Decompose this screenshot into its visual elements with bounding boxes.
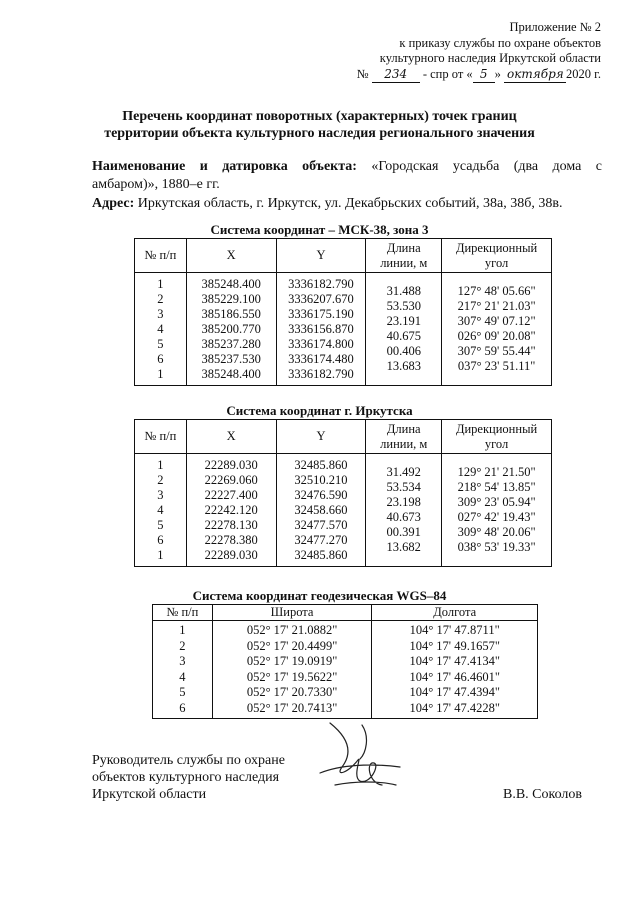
wgs-latitude: 052° 17' 20.4499": [212, 639, 372, 655]
appendix-line-2: к приказу службы по охране объектов: [399, 35, 601, 50]
cell-value: 22269.060: [204, 473, 258, 487]
cell-value: 1: [157, 458, 164, 472]
cell-value: 53.534: [386, 480, 421, 494]
wgs-point-number: 4: [153, 670, 213, 686]
cell-value: 4: [157, 503, 164, 517]
cell-value: 6: [157, 533, 164, 547]
appendix-line-1: Приложение № 2: [509, 20, 601, 34]
wgs-header-num: № п/п: [153, 605, 213, 621]
msk-x-values: [189, 277, 274, 382]
irk-header-angle: Дирекционный угол: [442, 420, 552, 454]
cell-value: 385186.550: [201, 307, 261, 321]
signer-name: В.В. Соколов: [503, 787, 583, 802]
msk-header-row: [135, 239, 552, 273]
cell-value: 22289.030: [204, 548, 258, 562]
irk-coordinates-table: [134, 419, 552, 567]
cell-value: 385200.770: [201, 322, 261, 336]
cell-value: 32485.860: [294, 548, 348, 562]
cell-value: 027° 42' 19.43": [457, 510, 536, 524]
cell-value: 13.682: [386, 540, 421, 554]
wgs-latitude: 052° 17' 20.7413": [212, 701, 372, 719]
cell-value: 31.488: [386, 284, 421, 298]
object-name-line-2: амбаром)», 1880–е гг.: [92, 177, 220, 192]
cell-value: 1: [157, 277, 164, 291]
irk-header-y: Y: [276, 420, 366, 454]
msk-point-numbers: [137, 277, 184, 382]
cell-value: 00.391: [386, 525, 421, 539]
wgs-table-body: [153, 621, 538, 719]
cell-value: 53.530: [386, 299, 421, 313]
object-name-line-1: «Городская усадьба (два дома с: [371, 159, 603, 174]
appendix-order-line: [357, 67, 601, 84]
msk-data-row: [135, 273, 552, 386]
signer-line-1: Руководитель службы по охране: [92, 753, 285, 768]
irk-table-title: Система координат г. Иркутска: [226, 403, 413, 418]
cell-value: 5: [157, 518, 164, 532]
wgs-table-title: Система координат геодезическая WGS–84: [192, 588, 447, 603]
cell-value: 00.406: [386, 344, 421, 358]
cell-value: 129° 21' 21.50": [457, 465, 536, 479]
cell-value: 037° 23' 51.11": [457, 359, 536, 373]
order-number-prefix: №: [356, 66, 369, 81]
cell-value: 038° 53' 19.33": [457, 540, 536, 554]
cell-value: 3336174.800: [288, 337, 354, 351]
cell-value: 22242.120: [204, 503, 258, 517]
cell-value: 217° 21' 21.03": [457, 299, 536, 313]
wgs-longitude: 104° 17' 46.4601": [372, 670, 538, 686]
cell-value: 32477.570: [294, 518, 348, 532]
order-middle-text: - спр от «: [422, 66, 473, 81]
wgs-table-row: [153, 685, 538, 701]
document-title: [0, 108, 639, 142]
cell-value: 309° 23' 05.94": [457, 495, 536, 509]
cell-value: 385229.100: [201, 292, 261, 306]
cell-value: 22227.400: [204, 488, 258, 502]
msk-table-title: Система координат – МСК-38, зона 3: [210, 222, 429, 237]
wgs-point-number: 1: [153, 621, 213, 639]
cell-value: 22289.030: [204, 458, 258, 472]
cell-value: 385248.400: [201, 367, 261, 381]
msk-coordinates-table: [134, 238, 552, 386]
wgs-latitude: 052° 17' 21.0882": [212, 621, 372, 639]
wgs-table-row: [153, 639, 538, 655]
cell-value: 026° 09' 20.08": [457, 329, 536, 343]
cell-value: 6: [157, 352, 164, 366]
address-label: Адрес:: [92, 196, 135, 211]
wgs-latitude: 052° 17' 19.5622": [212, 670, 372, 686]
msk-header-x: X: [186, 239, 276, 273]
cell-value: 32510.210: [294, 473, 348, 487]
msk-header-y: Y: [276, 239, 366, 273]
cell-value: 385237.530: [201, 352, 261, 366]
wgs-longitude: 104° 17' 47.4134": [372, 654, 538, 670]
handwritten-signature: [300, 715, 410, 800]
object-name-block: [92, 158, 602, 194]
cell-value: 218° 54' 13.85": [457, 480, 536, 494]
wgs-latitude: 052° 17' 20.7330": [212, 685, 372, 701]
wgs-point-number: 5: [153, 685, 213, 701]
cell-value: 22278.130: [204, 518, 258, 532]
cell-value: 40.673: [386, 510, 421, 524]
wgs-header-row: [153, 605, 538, 621]
cell-value: 3336174.480: [288, 352, 354, 366]
order-day: 5: [473, 67, 495, 84]
cell-value: 3336182.790: [288, 367, 354, 381]
wgs-table-row: [153, 670, 538, 686]
wgs-coordinates-table: [152, 604, 538, 719]
cell-value: 3336175.190: [288, 307, 354, 321]
irk-point-numbers: [137, 458, 184, 563]
cell-value: 31.492: [386, 465, 421, 479]
cell-value: 127° 48' 05.66": [457, 284, 536, 298]
msk-header-num: № п/п: [135, 239, 187, 273]
msk-directional-angles: [444, 277, 549, 374]
object-name-label: Наименование и датировка объекта:: [92, 159, 357, 174]
irk-data-row: [135, 454, 552, 567]
wgs-table-row: [153, 654, 538, 670]
signer-line-2: объектов культурного наследия: [92, 770, 280, 785]
cell-value: 2: [157, 292, 164, 306]
wgs-longitude: 104° 17' 47.8711": [372, 621, 538, 639]
wgs-point-number: 6: [153, 701, 213, 719]
cell-value: 1: [157, 548, 164, 562]
object-address-block: [92, 195, 602, 213]
wgs-point-number: 3: [153, 654, 213, 670]
cell-value: 385237.280: [201, 337, 261, 351]
wgs-latitude: 052° 17' 19.0919": [212, 654, 372, 670]
order-year: 2020 г.: [566, 66, 601, 81]
cell-value: 3: [157, 488, 164, 502]
appendix-header: [357, 20, 601, 83]
msk-line-lengths: [368, 277, 439, 374]
cell-value: 2: [157, 473, 164, 487]
msk-header-angle: Дирекционный угол: [442, 239, 552, 273]
irk-directional-angles: [444, 458, 549, 555]
appendix-line-3: культурного наследия Иркутской области: [379, 51, 601, 65]
cell-value: 3336182.790: [288, 277, 354, 291]
title-line-2: территории объекта культурного наследия регионального значения: [104, 126, 535, 141]
address-text: Иркутская область, г. Иркутск, ул. Декабрьских событий, 38а, 38б, 38в.: [137, 196, 563, 211]
irk-header-num: № п/п: [135, 420, 187, 454]
cell-value: 385248.400: [201, 277, 261, 291]
wgs-table-row: [153, 621, 538, 639]
cell-value: 32477.270: [294, 533, 348, 547]
title-line-1: Перечень координат поворотных (характерных) точек границ: [122, 109, 517, 124]
msk-header-length: Длина линии, м: [366, 239, 442, 273]
cell-value: 40.675: [386, 329, 421, 343]
signer-title: [92, 752, 285, 803]
msk-y-values: [279, 277, 364, 382]
cell-value: 32476.590: [294, 488, 348, 502]
wgs-longitude: 104° 17' 47.4394": [372, 685, 538, 701]
cell-value: 23.198: [386, 495, 421, 509]
cell-value: 32485.860: [294, 458, 348, 472]
cell-value: 307° 59' 55.44": [457, 344, 536, 358]
cell-value: 22278.380: [204, 533, 258, 547]
wgs-point-number: 2: [153, 639, 213, 655]
wgs-header-lat: Широта: [212, 605, 372, 621]
cell-value: 3336156.870: [288, 322, 354, 336]
cell-value: 23.191: [386, 314, 421, 328]
wgs-longitude: 104° 17' 47.4228": [372, 701, 538, 719]
irk-x-values: [189, 458, 274, 563]
cell-value: 3: [157, 307, 164, 321]
signer-line-3: Иркутской области: [92, 787, 207, 802]
wgs-longitude: 104° 17' 49.1657": [372, 639, 538, 655]
cell-value: 3336207.670: [288, 292, 354, 306]
cell-value: 32458.660: [294, 503, 348, 517]
order-number: 234: [372, 67, 420, 84]
cell-value: 1: [157, 367, 164, 381]
order-quote-close: »: [494, 66, 501, 81]
wgs-header-lon: Долгота: [372, 605, 538, 621]
irk-header-x: X: [186, 420, 276, 454]
cell-value: 307° 49' 07.12": [457, 314, 536, 328]
cell-value: 5: [157, 337, 164, 351]
cell-value: 13.683: [386, 359, 421, 373]
irk-line-lengths: [368, 458, 439, 555]
cell-value: 309° 48' 20.06": [457, 525, 536, 539]
order-month: октября: [504, 67, 566, 84]
irk-header-length: Длина линии, м: [366, 420, 442, 454]
irk-header-row: [135, 420, 552, 454]
irk-y-values: [279, 458, 364, 563]
cell-value: 4: [157, 322, 164, 336]
